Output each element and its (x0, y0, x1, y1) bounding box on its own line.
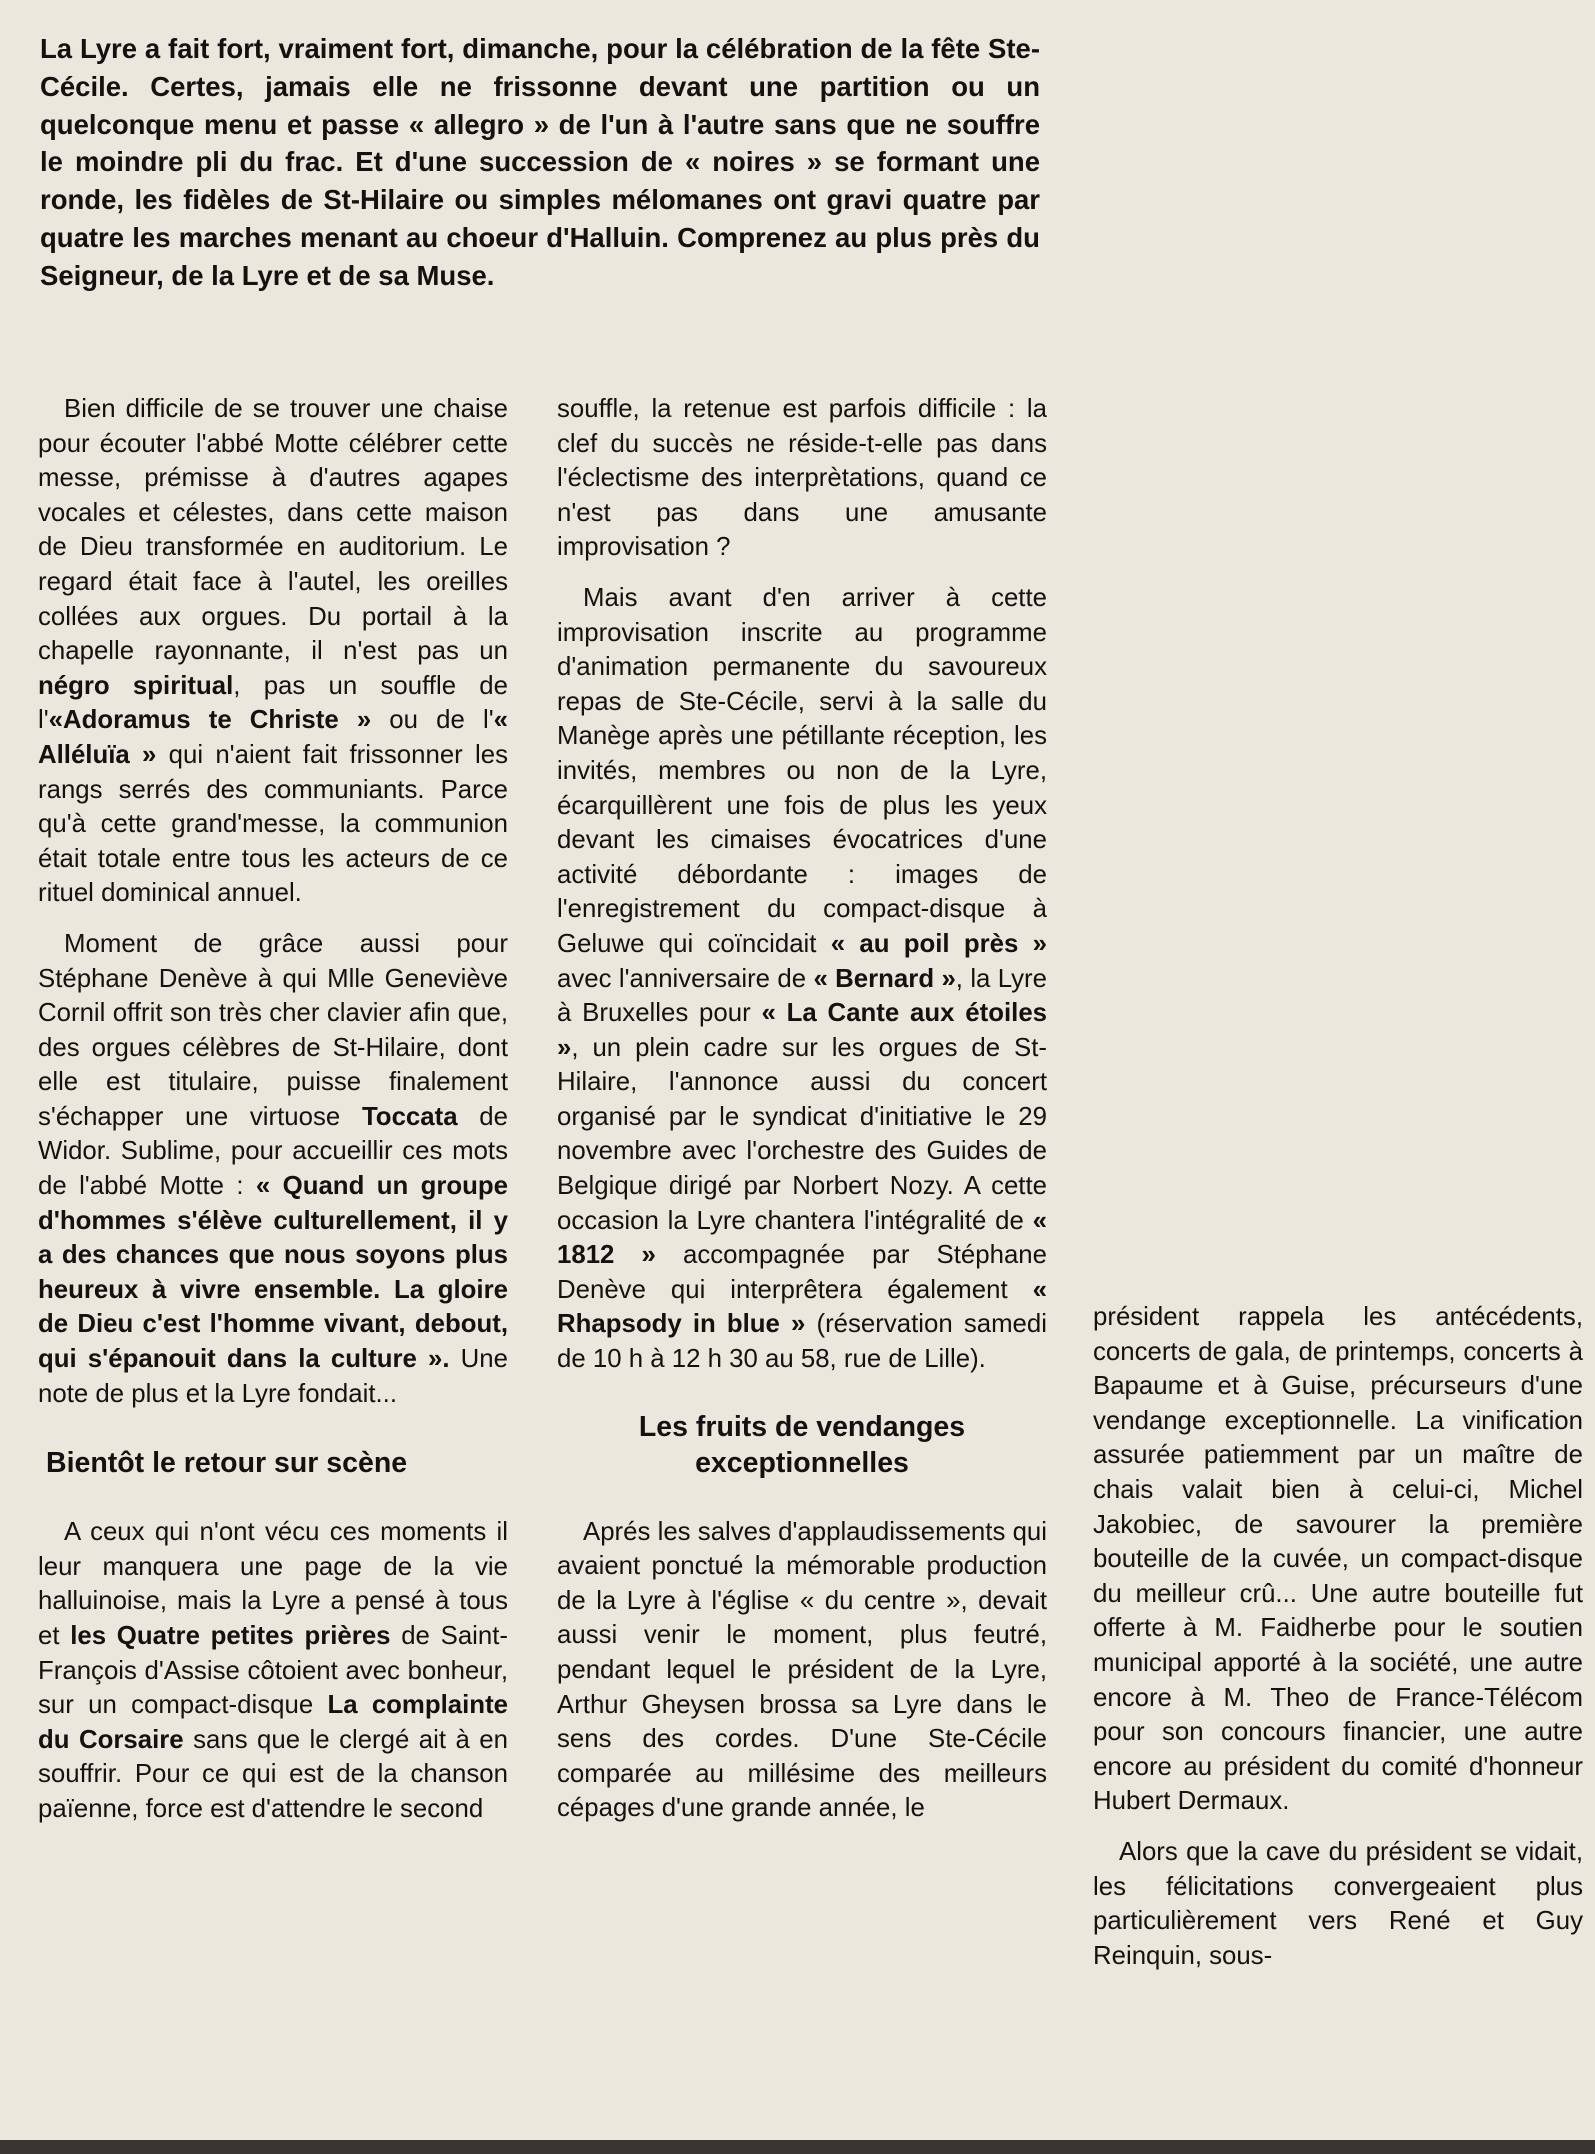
emphasis-complainte-corsaire: La complainte du Corsaire (38, 1691, 509, 1754)
emphasis-bernard: « Bernard » (813, 964, 956, 993)
emphasis-rhapsody-in-blue: « Rhapsody in blue » (557, 1275, 1047, 1339)
article-column-3 (1093, 1300, 1583, 1973)
text-run: (réservation samedi de 10 h à 12 h 30 au 58, rue de Lille). (557, 1310, 1047, 1374)
article-column-2 (557, 392, 1047, 1826)
bottom-border (0, 2140, 1595, 2154)
emphasis-alleluia: « Alléluïa » (38, 706, 508, 769)
paragraph-moment-de-grace (38, 927, 508, 1411)
text-run: de Widor. Sublime, pour accueillir ces mots de l'abbé Motte : (38, 1102, 508, 1201)
subheading-fruits-de-vendanges: Les fruits de vendanges exceptionnelles (638, 1410, 966, 1479)
text-run: Bien difficile de se trouver une chaise pour écouter l'abbé Motte célébrer cette messe, prémisse à d'autres agapes vocales et célestes, dans cette maison de Dieu transformée en auditorium. Le regard était face à l'autel, les oreilles collées aux orgues. Du portail à la chapelle rayonnante, il n'est pas un (38, 395, 508, 666)
subheading-retour-sur-scene: Bientôt le retour sur scène (46, 1447, 408, 1480)
paragraph-compact-disque (38, 1515, 508, 1826)
text-run: A ceux qui n'ont vécu ces moments il leur manquera une page de la vie halluinoise, mais la Lyre a pensé à tous et (38, 1518, 508, 1650)
text-run: Mais avant d'en arriver à cette improvisation inscrite au programme d'animation permanente du savoureux repas de Ste-Cécile, servi à la salle du Manège après une pétillante réception, les invités, membres ou non de la Lyre, écarquillèrent une fois de plus les yeux devant les cimaises évocatrices d'une activité débordante : images de l'enregistrement du compact-disque à Geluwe qui coïncidait (557, 583, 1047, 958)
emphasis-adoramus: «Adoramus te Christe » (48, 706, 372, 735)
paragraph-souffle: souffle, la retenue est parfois difficile : la clef du succès ne réside-t-elle pas dans l'éclectisme des interprètations, quand ce n'est pas dans une amusante improvisation ? (557, 395, 1047, 562)
text-run: avec l'anniversaire de (557, 964, 814, 993)
paragraph-president: président rappela les antécédents, concerts de gala, de printemps, concerts à Bapaume et à Guise, précurseurs d'une vendange exceptionnelle. La vinification assurée patiemment par un maître de chais valait bien à celui-ci, Michel Jakobiec, de savourer la première bouteille de la cuvée, un compact-disque du meilleur crû... Une autre bouteille fut offerte à M. Faidherbe pour le soutien municipal apporté à la société, une autre encore à M. Theo de France-Télécom pour son concours financier, une autre encore au président du comité d'honneur Hubert Dermaux. (1093, 1303, 1583, 1816)
text-run: ou de l' (371, 706, 494, 735)
paragraph-salves: Aprés les salves d'applaudissements qui avaient ponctué la mémorable production de la Lyre à l'église « du centre », devait aussi venir le moment, plus feutré, pendant lequel le président de la Lyre, Arthur Gheysen brossa sa Lyre dans le sens des cordes. D'une Ste-Cécile comparée au millésime des meilleurs cépages d'une grande année, le (557, 1517, 1047, 1823)
emphasis-au-poil-pres: « au poil près » (830, 929, 1047, 958)
text-run: , un plein cadre sur les orgues de St-Hilaire, l'annonce aussi du concert organisé par le syndicat d'initiative le 29 novembre avec l'orchestre des Guides de Belgique dirigé par Norbert Nozy. A cette occasion la Lyre chantera l'intégralité de (557, 1033, 1047, 1235)
text-run: qui n'aient fait frissonner les rangs serrés des communiants. Parce qu'à cette grand'messe, la communion était totale entre tous les acteurs de ce rituel dominical annuel. (38, 740, 508, 908)
emphasis-cante-aux-etoiles: « La Cante aux étoiles » (557, 999, 1048, 1062)
emphasis-quatre-prieres: les Quatre petites prières (70, 1622, 391, 1650)
text-run: sans que le clergé ait à en souffrir. Pour ce qui est de la chanson païenne, force est d'attendre le second (38, 1725, 508, 1823)
paragraph-mass (38, 392, 508, 911)
paragraph-cave: Alors que la cave du président se vidait, les félicitations convergeaient plus particulièrement vers René et Guy Reinquin, sous- (1093, 1837, 1583, 1970)
emphasis-quote-abbe-motte: « Quand un groupe d'hommes s'élève culturellement, il y a des chances que nous soyons plus heureux à vivre ensemble. La gloire de Dieu c'est l'homme vivant, debout, qui s'épanouit dans la culture ». (38, 1172, 509, 1374)
paragraph-improvisation (557, 581, 1047, 1377)
article-column-1 (38, 392, 508, 1827)
text-run: Une note de plus et la Lyre fondait... (38, 1345, 508, 1408)
text-run: , pas un souffle de l' (38, 671, 508, 735)
emphasis-negro-spiritual: négro spiritual (38, 671, 234, 700)
emphasis-1812: « 1812 » (557, 1206, 1047, 1270)
text-run: de Saint- François d'Assise côtoient avec bonheur, sur un compact-disque (38, 1622, 508, 1720)
emphasis-toccata: Toccata (361, 1102, 458, 1131)
text-run: , la Lyre à Bruxelles pour (557, 964, 1047, 1028)
text-run: accompagnée par Stéphane Denève qui interprêtera également (557, 1241, 1047, 1304)
text-run: Moment de grâce aussi pour Stéphane Denève à qui Mlle Geneviève Cornil offrit son très cher clavier afin que, des orgues célèbres de St-Hilaire, dont elle est titulaire, puisse finalement s'échapper une virtuose (38, 929, 508, 1131)
lead-paragraph: La Lyre a fait fort, vraiment fort, dimanche, pour la célébration de la fête Ste-Cécile. Certes, jamais elle ne frissonne devant une partition ou un quelconque menu et passe « allegro » de l'un à l'autre sans que ne souffre le moindre pli du frac. Et d'une succession de « noires » se formant une ronde, les fidèles de St-Hilaire ou simples mélomanes ont gravi quatre par quatre les marches menant au choeur d'Halluin. Comprenez au plus près du Seigneur, de la Lyre et de sa Muse. (40, 33, 1040, 291)
